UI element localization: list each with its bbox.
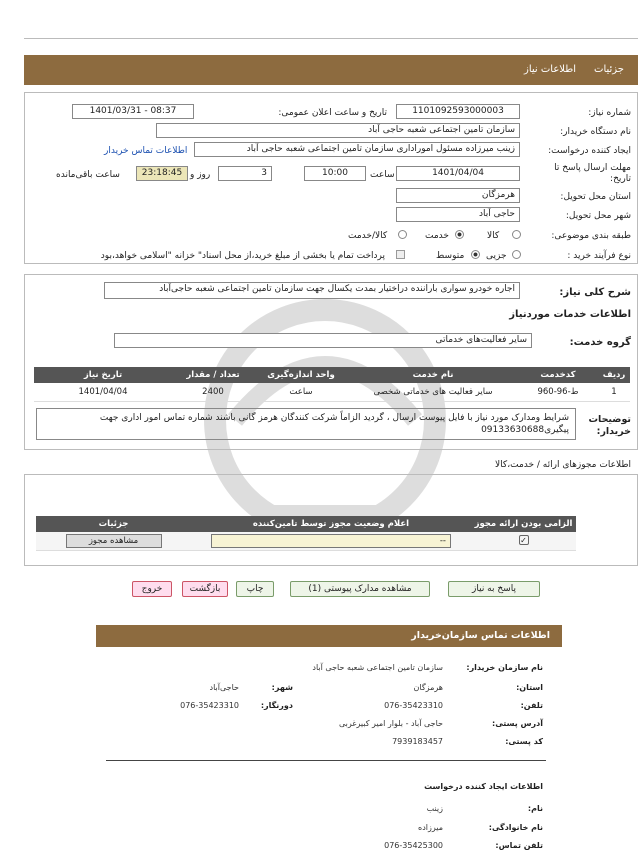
contact-fax-label: دورنگار: (260, 701, 293, 710)
cell-date: 1401/04/04 (34, 383, 172, 401)
top-divider (24, 38, 638, 39)
col-name: نام خدمت (348, 367, 518, 383)
contact-fax-value: 076-35423310 (180, 701, 239, 710)
need-number-label: شماره نیاز: (588, 108, 631, 118)
services-title: اطلاعات خدمات موردنیاز (509, 309, 631, 320)
cat-goods-service-label: کالا/خدمت (348, 231, 388, 241)
exit-button[interactable]: خروج (132, 581, 172, 597)
col-date: تاریخ نیاز (34, 367, 172, 383)
cell-row: 1 (598, 383, 630, 401)
creator-family-value: میرزاده (418, 823, 443, 832)
payment-note: پرداخت تمام یا بخشی از مبلغ خرید،از محل اسناد" خزانه "اسلامی خواهد،بود (100, 251, 385, 261)
time-label: ساعت (370, 170, 395, 180)
contact-address-label: آدرس پستی: (492, 719, 543, 728)
details-cell (36, 532, 191, 550)
contact-header: اطلاعات تماس سازمان‌خریدار (96, 625, 562, 647)
table-row (34, 383, 630, 401)
permits-table (36, 516, 576, 551)
permits-table-header (36, 516, 576, 532)
back-button[interactable]: بازگشت (182, 581, 228, 597)
province-label: استان محل تحویل: (560, 192, 631, 202)
cat-service-radio[interactable] (455, 230, 464, 239)
cat-goods-label: کالا (487, 231, 500, 241)
proc-medium-label: متوسط (436, 251, 465, 261)
services-table-header (34, 367, 630, 383)
day-label: روز و (190, 170, 211, 180)
col-row: ردیف (598, 367, 630, 383)
process-label: نوع فرآیند خرید : (567, 251, 631, 261)
table-row (36, 532, 576, 550)
proc-partial-label: جزیی (486, 251, 507, 261)
contact-province-label: استان: (516, 683, 543, 692)
announce-field: 1401/03/31 - 08:37 (72, 104, 194, 119)
category-label: طبقه بندی موضوعی: (551, 231, 631, 241)
proc-partial-radio[interactable] (512, 250, 521, 259)
creator-label: ایجاد کننده درخواست: (548, 146, 631, 156)
attachments-button[interactable]: مشاهده مدارک پیوستی (1) (290, 581, 430, 597)
cell-code: ط-96-960 (518, 383, 598, 401)
service-group-field: سایر فعالیت‌های خدماتی (114, 333, 532, 348)
remaining-time-field: 23:18:45 (136, 166, 188, 181)
cat-service-label: خدمت (425, 231, 449, 241)
col-code: کدخدمت (518, 367, 598, 383)
cell-qty: 2400 (172, 383, 254, 401)
required-checkmark-icon: ✓ (520, 536, 527, 546)
summary-label: شرح کلی نیاز: (559, 287, 631, 298)
remaining-label: ساعت باقی‌مانده (56, 170, 120, 180)
contact-city-value: حاجی‌آباد (209, 683, 239, 692)
contact-org-value: سازمان تامین اجتماعی شعبه حاجی آباد (312, 663, 443, 672)
permit-status-field[interactable]: -- (211, 534, 451, 548)
required-cell (471, 532, 576, 550)
deadline-label: مهلت ارسال پاسخ تا تاریخ: (554, 163, 631, 184)
cell-name: سایر فعالیت های خدماتی شخصی (348, 383, 518, 401)
creator-field: زینب میرزاده مسئول اموراداری سازمان تامین اجتماعی شعبه حاجی آباد (194, 142, 520, 157)
buyer-notes-label: توضیحات خریدار: (588, 414, 631, 437)
city-label: شهر محل تحویل: (565, 211, 631, 221)
province-field: هرمزگان (396, 188, 520, 203)
page-header (24, 55, 638, 85)
creator-family-label: نام خانوادگی: (488, 823, 543, 832)
col-required: الزامی بودن ارائه مجوز (471, 516, 576, 532)
contact-province-value: هرمزگان (413, 683, 443, 692)
view-permit-button[interactable]: مشاهده مجوز (66, 534, 162, 548)
contact-divider (106, 760, 546, 761)
creator-phone-label: تلفن تماس: (495, 841, 543, 850)
contact-phone-value: 076-35423310 (384, 701, 443, 710)
cat-goods-service-radio[interactable] (398, 230, 407, 239)
need-number-field: 1101092593000003 (396, 104, 520, 119)
need-info-link[interactable]: اطلاعات نیاز (524, 64, 576, 75)
creator-name-value: زینب (426, 804, 443, 813)
cat-goods-radio[interactable] (512, 230, 521, 239)
contact-postal-value: 7939183457 (392, 737, 443, 746)
summary-field: اجاره خودرو سواری باراننده دراختیار بمدت یکسال جهت سازمان تامین اجتماعی شعبه حاجی‌آباد (104, 282, 520, 299)
service-group-label: گروه خدمت: (569, 337, 631, 348)
col-qty: تعداد / مقدار (172, 367, 254, 383)
contact-phone-label: تلفن: (520, 701, 543, 710)
col-status: اعلام وضعیت مجوز توسط تامین‌کننده (191, 516, 471, 532)
contact-postal-label: کد پستی: (505, 737, 543, 746)
reply-button[interactable]: پاسخ به نیاز (448, 581, 540, 597)
payment-checkbox[interactable] (396, 250, 405, 259)
buyer-contact-link[interactable]: اطلاعات تماس خریدار (104, 146, 188, 156)
cell-unit: ساعت (254, 383, 348, 401)
buyer-notes-box: شرایط ومدارک مورد نیاز با فایل پیوست ارسال ، گردید الزاماً شرکت کنندگان هرمز گانی باشند شماره تماس امور اداری جهت پیگیری09133630688 (36, 408, 576, 440)
city-field: حاجی آباد (396, 207, 520, 222)
services-table (34, 367, 630, 402)
creator-section-title: اطلاعات ایجاد کننده درخواست (424, 782, 543, 791)
buyer-org-label: نام دستگاه خریدار: (560, 127, 631, 137)
col-details: جزئیات (36, 516, 191, 532)
days-field: 3 (218, 166, 272, 181)
contact-address-value: حاجی آباد - بلوار امیر کبیرغربی (338, 719, 443, 728)
creator-name-label: نام: (527, 804, 543, 813)
announce-label: تاریخ و ساعت اعلان عمومی: (278, 108, 387, 118)
contact-city-label: شهر: (271, 683, 293, 692)
permits-title: اطلاعات مجوزهای ارائه / خدمت،کالا (495, 460, 631, 470)
proc-medium-radio[interactable] (471, 250, 480, 259)
col-unit: واحد اندازه‌گیری (254, 367, 348, 383)
creator-phone-value: 076-35425300 (384, 841, 443, 850)
buyer-org-field: سازمان تامین اجتماعی شعبه حاجی آباد (156, 123, 520, 138)
contact-org-label: نام سازمان خریدار: (466, 663, 543, 672)
status-cell (191, 532, 471, 550)
print-button[interactable]: چاپ (236, 581, 274, 597)
deadline-time-field: 10:00 (304, 166, 366, 181)
details-link[interactable]: جزئیات (594, 64, 624, 75)
deadline-date-field: 1401/04/04 (396, 166, 520, 181)
